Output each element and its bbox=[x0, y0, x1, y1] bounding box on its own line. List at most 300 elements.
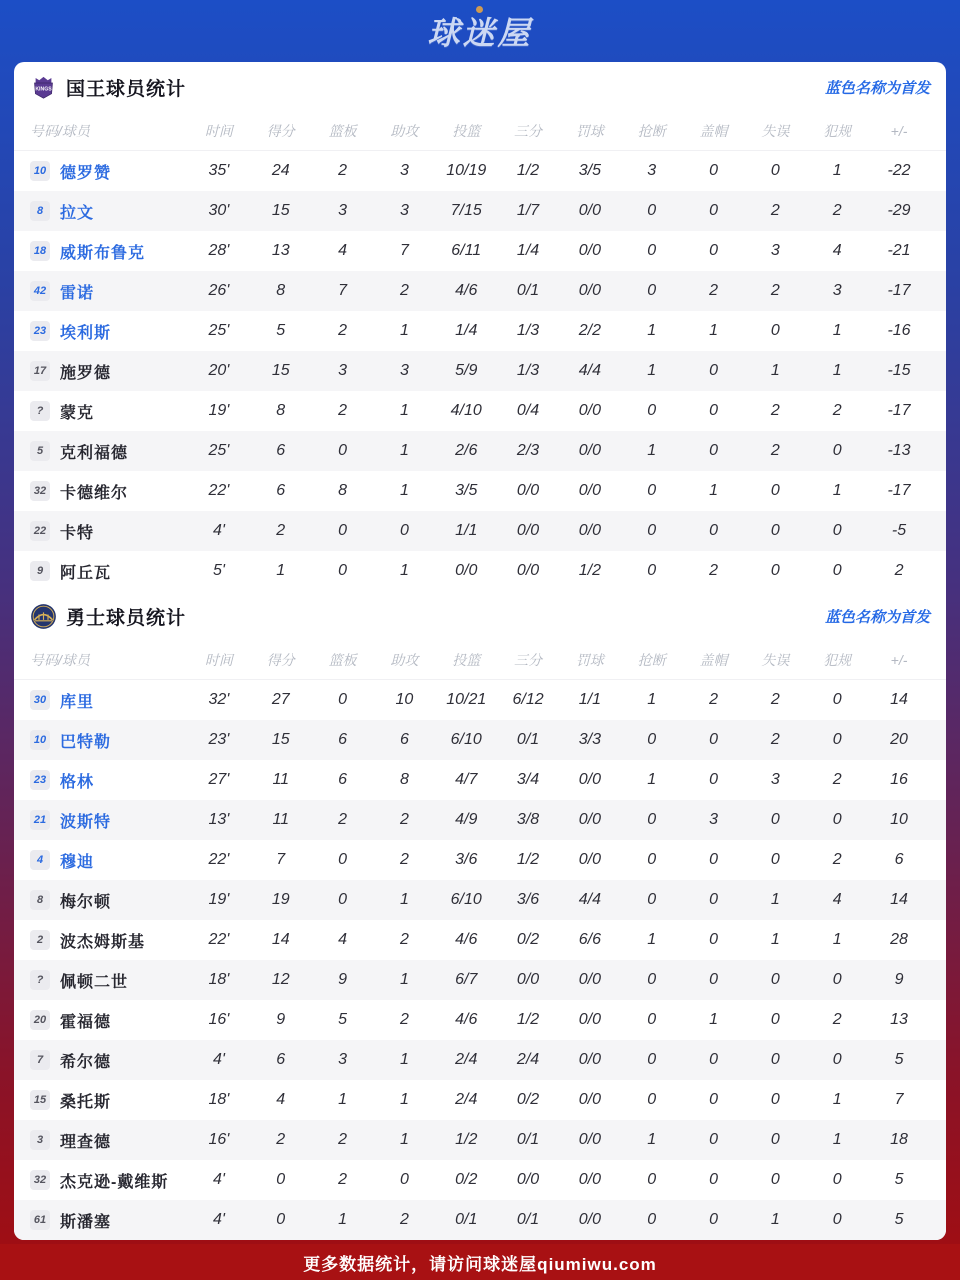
stat-cell: 0/0 bbox=[578, 851, 601, 868]
stat-cell: 0 bbox=[647, 891, 657, 908]
stat-cell: 0 bbox=[770, 1091, 780, 1108]
player-name[interactable]: 希尔德 bbox=[60, 1053, 112, 1071]
stat-cell: 1 bbox=[399, 442, 409, 459]
player-row bbox=[14, 920, 946, 960]
stat-cell: 1 bbox=[399, 1091, 409, 1108]
stat-cell: 2 bbox=[399, 811, 409, 828]
column-header: +/- bbox=[890, 652, 908, 668]
stat-cell: 3 bbox=[832, 282, 842, 299]
jersey-number-badge: 21 bbox=[30, 810, 50, 830]
stat-cell: 0/0 bbox=[578, 1171, 601, 1188]
player-row bbox=[14, 511, 946, 551]
player-cell bbox=[30, 1209, 188, 1232]
player-cell bbox=[30, 1129, 188, 1152]
stat-cell: 4 bbox=[832, 891, 842, 908]
player-name[interactable]: 穆迪 bbox=[60, 853, 95, 871]
stat-cell: 0 bbox=[770, 1051, 780, 1068]
stat-cell: 0/0 bbox=[516, 562, 540, 579]
player-name[interactable]: 霍福德 bbox=[60, 1013, 112, 1031]
stat-cell: 0 bbox=[709, 242, 718, 259]
player-cell bbox=[30, 809, 188, 832]
stat-cell: 0 bbox=[647, 402, 657, 419]
jersey-number-badge: 5 bbox=[30, 441, 50, 461]
stats-card bbox=[14, 62, 946, 1240]
stat-cell: 11 bbox=[272, 811, 290, 828]
stat-cell: 1 bbox=[832, 162, 842, 179]
player-name[interactable]: 拉文 bbox=[60, 204, 95, 222]
stat-cell: 0 bbox=[338, 691, 348, 708]
player-cell bbox=[30, 929, 188, 952]
stat-cell: 1/2 bbox=[516, 851, 540, 868]
player-cell bbox=[30, 1009, 188, 1032]
stat-cell: 3/6 bbox=[455, 851, 478, 868]
stat-cell: 4/10 bbox=[450, 402, 482, 419]
stat-cell: 1 bbox=[832, 482, 842, 499]
stat-cell: 7 bbox=[276, 851, 286, 868]
player-cell bbox=[30, 689, 188, 712]
stat-cell: 0/2 bbox=[455, 1171, 478, 1188]
stat-cell: 6 bbox=[399, 731, 409, 748]
player-row bbox=[14, 960, 946, 1000]
stat-cell: 0 bbox=[647, 851, 657, 868]
stat-cell: 32' bbox=[208, 691, 230, 708]
stat-cell: 2 bbox=[770, 282, 780, 299]
jersey-number-badge: 2 bbox=[30, 930, 50, 950]
stat-cell: 0 bbox=[709, 522, 718, 539]
stat-cell: 1 bbox=[399, 891, 409, 908]
player-cell bbox=[30, 280, 188, 303]
warriors-bridge-icon bbox=[30, 603, 57, 630]
player-name[interactable]: 克利福德 bbox=[60, 444, 129, 462]
jersey-number-badge: 17 bbox=[30, 361, 50, 381]
player-name[interactable]: 桑托斯 bbox=[60, 1093, 112, 1111]
stat-cell: 0/0 bbox=[578, 282, 601, 299]
player-cell bbox=[30, 240, 188, 263]
stat-cell: 1 bbox=[832, 362, 842, 379]
stat-cell: 1/3 bbox=[516, 322, 540, 339]
jersey-number-badge: ? bbox=[30, 401, 50, 421]
stat-cell: 5 bbox=[894, 1171, 904, 1188]
player-name[interactable]: 德罗赞 bbox=[60, 164, 112, 182]
starter-note-warriors: 蓝色名称为首发 bbox=[824, 608, 930, 626]
stat-cell: 0/0 bbox=[578, 811, 601, 828]
stat-cell: 25' bbox=[208, 442, 230, 459]
section-header-warriors bbox=[14, 591, 946, 641]
column-header: 投篮 bbox=[452, 123, 481, 139]
stat-cell: 0/0 bbox=[578, 771, 601, 788]
stat-cell: 0 bbox=[647, 811, 657, 828]
stat-cell: 1/2 bbox=[516, 162, 540, 179]
player-name[interactable]: 雷诺 bbox=[60, 284, 95, 302]
stat-cell: 8 bbox=[338, 482, 348, 499]
player-name[interactable]: 卡特 bbox=[60, 524, 95, 542]
stat-cell: 0 bbox=[709, 1211, 718, 1228]
player-cell bbox=[30, 1089, 188, 1112]
stat-cell: 0/0 bbox=[578, 442, 601, 459]
jersey-number-badge: 23 bbox=[30, 321, 50, 341]
jersey-number-badge: 18 bbox=[30, 241, 50, 261]
stat-cell: 18' bbox=[208, 1091, 230, 1108]
player-cell bbox=[30, 1049, 188, 1072]
stat-cell: 0 bbox=[770, 1011, 780, 1028]
stat-cell: 3/8 bbox=[516, 811, 540, 828]
section-title-kings: 国王球员统计 bbox=[66, 78, 187, 100]
stat-cell: 9 bbox=[276, 1011, 286, 1028]
stat-cell: 27' bbox=[208, 771, 230, 788]
stat-cell: 2 bbox=[399, 851, 409, 868]
player-row bbox=[14, 151, 946, 191]
starter-note-kings: 蓝色名称为首发 bbox=[824, 79, 930, 97]
footer-text: 更多数据统计，请访问球迷屋qiumiwu.com bbox=[303, 1254, 657, 1274]
jersey-number-badge: 23 bbox=[30, 770, 50, 790]
stat-cell: 0 bbox=[832, 522, 842, 539]
stat-cell: 4/6 bbox=[455, 931, 478, 948]
stat-cell: 2/3 bbox=[516, 442, 540, 459]
stat-cell: 6 bbox=[276, 442, 286, 459]
stat-cell: 0 bbox=[709, 771, 718, 788]
player-row bbox=[14, 1160, 946, 1200]
stat-cell: 1/2 bbox=[516, 1011, 540, 1028]
stat-cell: 2 bbox=[399, 1211, 409, 1228]
stat-cell: 0 bbox=[832, 971, 842, 988]
stat-cell: -5 bbox=[891, 522, 907, 539]
stat-cell: 0/0 bbox=[578, 402, 601, 419]
column-header: 号码/球员 bbox=[30, 652, 90, 668]
jersey-number-badge: 30 bbox=[30, 690, 50, 710]
stat-cell: 0/2 bbox=[516, 931, 540, 948]
stat-cell: 1 bbox=[770, 891, 780, 908]
table-header-row-warriors bbox=[14, 641, 946, 680]
stat-cell: 7 bbox=[894, 1091, 904, 1108]
player-row bbox=[14, 351, 946, 391]
player-name[interactable]: 阿丘瓦 bbox=[60, 564, 112, 582]
stat-cell: 1 bbox=[338, 1211, 348, 1228]
column-header: 失误 bbox=[761, 652, 790, 668]
stat-cell: 0 bbox=[338, 442, 348, 459]
stat-cell: 2 bbox=[770, 402, 780, 419]
player-name[interactable]: 梅尔顿 bbox=[60, 893, 112, 911]
stat-cell: 0 bbox=[770, 322, 780, 339]
player-row bbox=[14, 1000, 946, 1040]
stat-cell: 2 bbox=[770, 202, 780, 219]
stat-cell: 0/0 bbox=[516, 1171, 540, 1188]
player-name[interactable]: 蒙克 bbox=[60, 404, 95, 422]
stat-cell: 1/4 bbox=[455, 322, 478, 339]
column-header: 助攻 bbox=[390, 652, 419, 668]
column-header: 时间 bbox=[204, 123, 233, 139]
jersey-number-badge: 15 bbox=[30, 1090, 50, 1110]
stat-cell: 16' bbox=[208, 1131, 230, 1148]
app-header bbox=[0, 0, 960, 62]
jersey-number-badge: 7 bbox=[30, 1050, 50, 1070]
stat-cell: 0 bbox=[832, 442, 842, 459]
player-name[interactable]: 波杰姆斯基 bbox=[60, 933, 146, 951]
stat-cell: 1 bbox=[832, 322, 842, 339]
stat-cell: 1 bbox=[832, 1131, 842, 1148]
stat-cell: 9 bbox=[894, 971, 904, 988]
column-header: 得分 bbox=[266, 123, 295, 139]
stat-cell: 0 bbox=[709, 931, 718, 948]
stat-cell: 0 bbox=[709, 971, 718, 988]
stat-cell: 0 bbox=[647, 242, 657, 259]
stat-cell: 0 bbox=[770, 482, 780, 499]
stat-cell: 2 bbox=[338, 322, 348, 339]
stat-cell: 6 bbox=[338, 731, 348, 748]
player-name[interactable]: 库里 bbox=[60, 693, 95, 711]
player-row bbox=[14, 720, 946, 760]
stat-cell: 0 bbox=[276, 1171, 286, 1188]
stat-cell: 8 bbox=[276, 282, 286, 299]
player-name[interactable]: 卡德维尔 bbox=[60, 484, 129, 502]
player-name[interactable]: 杰克逊-戴维斯 bbox=[60, 1173, 169, 1191]
app-logo bbox=[427, 8, 532, 54]
stat-cell: 0 bbox=[770, 811, 780, 828]
stat-cell: 12 bbox=[271, 971, 290, 988]
stat-cell: 0/0 bbox=[578, 971, 601, 988]
player-row bbox=[14, 680, 946, 720]
stat-cell: 1 bbox=[399, 402, 409, 419]
stat-cell: 6 bbox=[338, 771, 348, 788]
player-name[interactable]: 威斯布鲁克 bbox=[60, 244, 146, 262]
stat-cell: 0/4 bbox=[516, 402, 540, 419]
stat-cell: 4 bbox=[276, 1091, 286, 1108]
stat-cell: 2 bbox=[399, 282, 409, 299]
player-row bbox=[14, 1080, 946, 1120]
player-row bbox=[14, 391, 946, 431]
stat-cell: 2 bbox=[770, 442, 780, 459]
stat-cell: 4' bbox=[212, 1211, 225, 1228]
stat-cell: 0 bbox=[647, 731, 657, 748]
stat-cell: 4/9 bbox=[455, 811, 478, 828]
stat-cell: 20' bbox=[208, 362, 230, 379]
jersey-number-badge: 3 bbox=[30, 1130, 50, 1150]
stat-cell: 2 bbox=[832, 402, 842, 419]
stat-cell: 0/0 bbox=[578, 242, 601, 259]
stat-cell: 2 bbox=[338, 811, 348, 828]
stat-cell: 1 bbox=[338, 1091, 348, 1108]
player-row bbox=[14, 760, 946, 800]
stat-cell: 0 bbox=[647, 202, 657, 219]
player-name[interactable]: 理查德 bbox=[60, 1133, 112, 1151]
stat-cell: 0/1 bbox=[516, 1211, 540, 1228]
player-name[interactable]: 埃利斯 bbox=[60, 324, 112, 342]
stat-cell: 4 bbox=[338, 242, 348, 259]
player-row bbox=[14, 1120, 946, 1160]
stat-cell: 14 bbox=[890, 891, 908, 908]
stat-cell: 0/0 bbox=[516, 522, 540, 539]
stat-cell: 3/5 bbox=[578, 162, 601, 179]
stat-cell: 0/0 bbox=[578, 202, 601, 219]
stat-cell: 0/1 bbox=[516, 282, 540, 299]
stat-cell: 1 bbox=[647, 771, 657, 788]
stat-cell: 4/4 bbox=[578, 891, 601, 908]
stat-cell: 30' bbox=[208, 202, 230, 219]
stat-cell: 0 bbox=[647, 282, 657, 299]
stat-cell: 3/6 bbox=[516, 891, 540, 908]
stat-cell: 4/6 bbox=[455, 282, 478, 299]
player-cell bbox=[30, 360, 188, 383]
stat-cell: 10/19 bbox=[446, 162, 487, 179]
stat-cell: 3 bbox=[338, 1051, 348, 1068]
stat-cell: 0 bbox=[770, 522, 780, 539]
stat-cell: 1 bbox=[399, 971, 409, 988]
player-row bbox=[14, 840, 946, 880]
jersey-number-badge: 9 bbox=[30, 561, 50, 581]
stat-cell: 4 bbox=[338, 931, 348, 948]
stat-cell: 0 bbox=[647, 971, 657, 988]
stat-cell: 2/4 bbox=[455, 1051, 478, 1068]
stat-cell: 4' bbox=[212, 522, 225, 539]
stat-cell: 13 bbox=[271, 242, 290, 259]
stat-cell: 0 bbox=[647, 1011, 657, 1028]
stat-cell: 3 bbox=[770, 771, 780, 788]
column-header: 三分 bbox=[514, 123, 543, 139]
column-header: 篮板 bbox=[328, 123, 357, 139]
stat-cell: 2 bbox=[709, 562, 718, 579]
jersey-number-badge: 10 bbox=[30, 730, 50, 750]
stat-cell: -17 bbox=[887, 282, 911, 299]
stat-cell: 1 bbox=[647, 1131, 657, 1148]
stat-cell: -13 bbox=[887, 442, 911, 459]
stat-cell: 0 bbox=[709, 1051, 718, 1068]
stat-cell: 19' bbox=[208, 891, 230, 908]
stat-cell: 0 bbox=[338, 522, 348, 539]
column-header: 号码/球员 bbox=[30, 123, 90, 139]
stat-cell: 35' bbox=[208, 162, 230, 179]
stat-cell: 0 bbox=[770, 1171, 780, 1188]
stat-cell: 3 bbox=[338, 202, 348, 219]
stat-cell: 1 bbox=[399, 562, 409, 579]
jersey-number-badge: 32 bbox=[30, 1170, 50, 1190]
stat-cell: 10 bbox=[395, 691, 414, 708]
stat-cell: 7 bbox=[338, 282, 348, 299]
stat-cell: 2 bbox=[770, 731, 780, 748]
stat-cell: 2/6 bbox=[455, 442, 478, 459]
stat-cell: 0/1 bbox=[516, 1131, 540, 1148]
stat-cell: 6/10 bbox=[450, 891, 482, 908]
column-header: 时间 bbox=[204, 652, 233, 668]
stat-cell: 3 bbox=[338, 362, 348, 379]
stat-cell: 0 bbox=[647, 562, 657, 579]
stat-cell: 0/1 bbox=[516, 731, 540, 748]
stat-cell: 0 bbox=[709, 891, 718, 908]
stat-cell: 8 bbox=[276, 402, 286, 419]
stat-cell: 6/10 bbox=[450, 731, 482, 748]
stat-cell: 3 bbox=[399, 202, 409, 219]
player-row bbox=[14, 551, 946, 591]
stat-cell: 3 bbox=[399, 162, 409, 179]
stat-cell: 28' bbox=[208, 242, 230, 259]
player-cell bbox=[30, 320, 188, 343]
player-name[interactable]: 施罗德 bbox=[60, 364, 112, 382]
stat-cell: 10/21 bbox=[446, 691, 487, 708]
stat-cell: 6/11 bbox=[451, 242, 482, 259]
stat-cell: -22 bbox=[887, 162, 911, 179]
player-row bbox=[14, 271, 946, 311]
stat-cell: 0/0 bbox=[578, 1211, 601, 1228]
stat-cell: 1/7 bbox=[516, 202, 540, 219]
stat-cell: 2 bbox=[338, 402, 348, 419]
stat-cell: 2 bbox=[832, 771, 842, 788]
column-header: 盖帽 bbox=[699, 123, 728, 139]
stat-cell: 0/0 bbox=[516, 971, 540, 988]
stat-cell: 1 bbox=[647, 442, 657, 459]
player-name[interactable]: 巴特勒 bbox=[60, 733, 112, 751]
stat-cell: 7/15 bbox=[450, 202, 482, 219]
stat-cell: 0/0 bbox=[455, 562, 478, 579]
stat-cell: 0 bbox=[709, 362, 718, 379]
stat-cell: 0 bbox=[647, 1091, 657, 1108]
stat-cell: 2 bbox=[399, 1011, 409, 1028]
player-row bbox=[14, 800, 946, 840]
column-header: 失误 bbox=[761, 123, 790, 139]
stat-cell: 2 bbox=[770, 691, 780, 708]
player-cell bbox=[30, 849, 188, 872]
player-cell bbox=[30, 400, 188, 423]
stat-cell: 0 bbox=[832, 1171, 842, 1188]
section-title-warriors: 勇士球员统计 bbox=[66, 607, 187, 629]
stat-cell: -17 bbox=[887, 402, 911, 419]
stat-cell: 16' bbox=[208, 1011, 230, 1028]
stat-cell: 3 bbox=[399, 362, 409, 379]
jersey-number-badge: 42 bbox=[30, 281, 50, 301]
stat-cell: 6/12 bbox=[512, 691, 544, 708]
svg-text:KINGS: KINGS bbox=[35, 85, 52, 92]
stat-cell: 1 bbox=[647, 691, 657, 708]
stat-cell: 0 bbox=[338, 562, 348, 579]
stat-cell: 5 bbox=[338, 1011, 348, 1028]
stat-cell: 4/7 bbox=[455, 771, 478, 788]
stat-cell: -17 bbox=[887, 482, 911, 499]
column-header: 犯规 bbox=[823, 652, 852, 668]
stat-cell: 0 bbox=[832, 1051, 842, 1068]
stat-cell: 6/7 bbox=[455, 971, 478, 988]
stat-cell: 1/1 bbox=[455, 522, 478, 539]
player-row bbox=[14, 431, 946, 471]
player-name[interactable]: 波斯特 bbox=[60, 813, 112, 831]
stat-cell: 2 bbox=[276, 1131, 286, 1148]
stat-cell: 0/1 bbox=[455, 1211, 478, 1228]
stat-cell: 7 bbox=[399, 242, 409, 259]
player-name[interactable]: 格林 bbox=[60, 773, 95, 791]
stat-cell: 0 bbox=[647, 1171, 657, 1188]
stat-cell: 0 bbox=[709, 202, 718, 219]
stat-cell: 0 bbox=[832, 731, 842, 748]
stat-cell: 5 bbox=[894, 1051, 904, 1068]
stat-cell: 2/4 bbox=[516, 1051, 540, 1068]
logo-accent-dot-icon bbox=[476, 6, 483, 13]
stat-cell: 18 bbox=[890, 1131, 908, 1148]
stat-cell: 0/0 bbox=[578, 1091, 601, 1108]
player-cell bbox=[30, 440, 188, 463]
stat-cell: 1/1 bbox=[578, 691, 601, 708]
column-header: 助攻 bbox=[390, 123, 419, 139]
player-cell bbox=[30, 1169, 188, 1192]
stat-cell: 4' bbox=[212, 1171, 225, 1188]
table-body-kings bbox=[14, 151, 946, 591]
player-cell bbox=[30, 769, 188, 792]
player-cell bbox=[30, 520, 188, 543]
stat-cell: 0 bbox=[709, 731, 718, 748]
app-logo-text: 球迷屋 bbox=[427, 15, 533, 51]
player-name[interactable]: 佩顿二世 bbox=[60, 973, 129, 991]
stat-cell: 0/0 bbox=[516, 482, 540, 499]
stat-cell: 2/4 bbox=[455, 1091, 478, 1108]
stat-cell: 0 bbox=[709, 442, 718, 459]
jersey-number-badge: 32 bbox=[30, 481, 50, 501]
column-header: 篮板 bbox=[328, 652, 357, 668]
player-name[interactable]: 斯潘塞 bbox=[60, 1213, 112, 1231]
